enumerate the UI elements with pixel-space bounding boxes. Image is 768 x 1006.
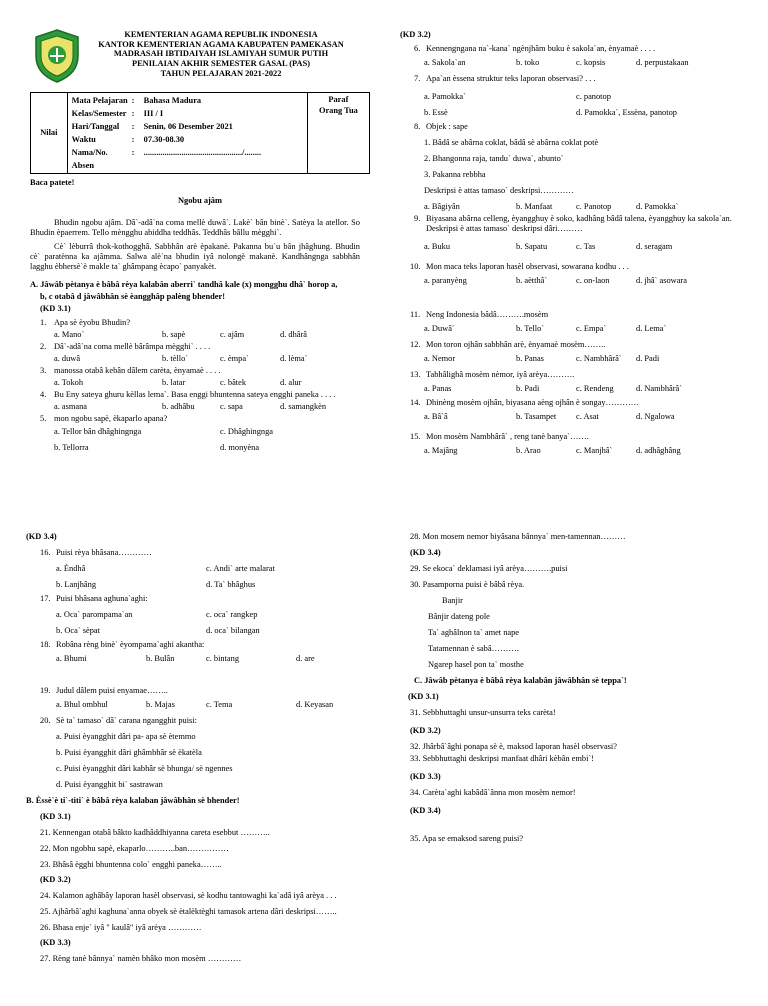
answer-option: d. lèma` (280, 354, 308, 363)
answer-option: a. Bâ`â (424, 412, 448, 421)
question-text: Dâ`-adâ`na coma mellè bârâmpa mègghi` . . . . (54, 342, 211, 351)
answer-option: a. Pamokka` (424, 92, 466, 101)
answer-option: d. Nambhârâ` (636, 384, 683, 393)
kd-label: (KD 3.2) (410, 726, 441, 735)
answer-option: c. Tas (576, 242, 596, 251)
answer-option: a. Bhul ombhul (56, 700, 108, 709)
poem-line-1: Bânjir dateng pole (428, 612, 490, 621)
answer-option: d. Ta` bhâghus (206, 580, 256, 589)
essay-22: 22. Mon ngobhu sapè, ekaparlo………..ban…………… (40, 844, 229, 853)
answer-option: d. Lema` (636, 324, 667, 333)
question-number: 2. (40, 342, 47, 351)
answer-option: c. sapa (220, 402, 243, 411)
answer-option: d. alur (280, 378, 302, 387)
letterhead (86, 30, 356, 78)
letterhead-line3: MADRASAH IBTIDAIYAH ISLAMIYAH SUMUR PUTIH (113, 49, 329, 59)
question-text: Apa`an èssena struktur teks laporan observasi? . . . (426, 74, 596, 83)
paraf-label: Paraf (328, 95, 349, 104)
question-number: 9. (414, 214, 421, 223)
question-number: 14. (410, 398, 421, 407)
question-number: 20. (40, 716, 51, 725)
question-text: Biyasana abârna celleng, èyangghuy è soko, kadhâng bâdâ talena, èyangghuy ka sakola`an. Deskripsi è attas tamaso` deskripsi dâri……… (426, 214, 732, 234)
question-number: 4. (40, 390, 47, 399)
answer-option: a. Tokoh (54, 378, 84, 387)
page-top-left (26, 26, 370, 456)
answer-option: b. Padi (516, 384, 540, 393)
essay-24: 24. Kalamon aghâbây laporan hasèl observasi, sè kodhu tantowaghi ka`adâ iyâ arèya . . . (40, 891, 337, 900)
answer-option: c. Rendeng (576, 384, 614, 393)
answer-option: c. Empa` (576, 324, 607, 333)
short-answer-33: 33. Sebbhuttaghi deskripsi manfaat dhâri kèbân embi`! (410, 754, 594, 763)
question-number: 1. (40, 318, 47, 327)
answer-option: a. Oca` parompama`an (56, 610, 133, 619)
answer-option: d. adhâghâng (636, 446, 681, 455)
label-subject: Mata Pelajaran (71, 96, 128, 105)
colon: : (131, 135, 135, 144)
answer-option: a. Èndhâ (56, 564, 86, 573)
kd-label: (KD 3.4) (410, 806, 441, 815)
answer-option: d. samangkèn (280, 402, 327, 411)
question-number: 11. (410, 310, 421, 319)
question-number: 8. (414, 122, 421, 131)
question-number: 18. (40, 640, 51, 649)
nilai-cell: Nilai (31, 93, 68, 174)
answer-option: a. Panas (424, 384, 452, 393)
answer-option: b. Tellorra (54, 443, 89, 452)
answer-option: b. adhâbu (162, 402, 195, 411)
answer-option: a. Majâng (424, 446, 458, 455)
answer-option: c. Andi` arte malarat (206, 564, 275, 573)
section-c-title: C. Jâwâb pètanya è bâbâ rèya kalabân jâwâbhân sè teppa`! (414, 676, 627, 685)
question-text: Tabhâlighâ mosèm nèmor, iyâ arèya………. (426, 370, 575, 379)
question-text: Sè ta` tamaso` dâ` carana ngangghit puisi: (56, 716, 197, 725)
value-date: Senin, 06 Desember 2021 (143, 122, 233, 131)
letterhead-line5: TAHUN PELAJARAN 2021-2022 (160, 68, 282, 78)
read-instruction: Baca patete! (30, 178, 75, 187)
question-text: Puisi bhâsana aghuna`aghi: (56, 594, 148, 603)
short-answer-35: 35. Apa se emaksod sareng puisi? (410, 834, 524, 843)
question-text: Neng Indonesia bâdâ……….mosèm (426, 310, 549, 319)
page-bottom-right (400, 530, 740, 860)
answer-option: b. Manfaat (516, 202, 553, 211)
kd-label: (KD 3.4) (26, 532, 57, 541)
answer-option: c. Asat (576, 412, 599, 421)
question-number: 7. (414, 74, 421, 83)
question-text: Judul dâlem puisi enyamae…….. (56, 686, 168, 695)
question-number: 10. (410, 262, 421, 271)
answer-option: a. Nemor (424, 354, 456, 363)
short-answer-31: 31. Sebbhuttaghi unsur-unsurra teks carèta! (410, 708, 556, 717)
answer-option: b. Lanjhâng (56, 580, 97, 589)
essay-26: 26. Bhasa enje` iyâ " kaulâ" iyâ arèya ………… (40, 923, 202, 932)
answer-option: 1. Bâdâ se abârna coklat, bâdâ sè abârna coklat potè (424, 138, 599, 147)
answer-option: c. on-laon (576, 276, 610, 285)
answer-option: b. Bulân (146, 654, 175, 663)
question-text: mon ngobu sapè, èkaparlo apana? (54, 414, 168, 423)
answer-option: b. Sapatu (516, 242, 548, 251)
answer-option: c. ajâm (220, 330, 245, 339)
page-bottom-left (26, 530, 386, 970)
section-b-title: B. Èssè`è ti`-titi` è bâbâ rèya kalaban jâwâbhân sè bhender! (26, 796, 240, 805)
student-id-table (30, 92, 370, 174)
question-text: Dhinèng mosèm ojhân, biyasana aèng ojhân è songay………… (426, 398, 640, 407)
answer-option: b. Puisi èyangghit dâri ghâmbhâr sè èkatèla (56, 748, 202, 757)
orang-tua-label: Orang Tua (318, 106, 358, 115)
answer-option: a. Sakola`an (424, 58, 466, 67)
story-paragraph-1: Bhudin ngobu ajâm. Dâ`-adâ`na coma mellè duwâ`. Lakè` bân binè`. Satèya la atellor. So Bhudin èpaerrem. Tello mèngghu abiddha teddhâs. Teddhâs bâllu mègghi`. (30, 218, 360, 238)
question-text: Mon maca teks laporan hasèl observasi, sowarana kodhu . . . (426, 262, 629, 271)
answer-option: d. dhârâ (280, 330, 307, 339)
answer-option: a. Bâgiyân (424, 202, 460, 211)
answer-option: d. Keyasan (296, 700, 334, 709)
answer-option: d. Padi (636, 354, 660, 363)
essay-29: 29. Se ekoca` deklamasi iyâ arèya……….puisi (410, 564, 568, 573)
answer-option: c. Tema (206, 700, 233, 709)
kd-label: (KD 3.3) (410, 772, 441, 781)
answer-option: c. panotop (576, 92, 611, 101)
answer-option: c. Manjhâ` (576, 446, 613, 455)
colon: : (131, 148, 135, 157)
answer-option: d. are (296, 654, 315, 663)
question-number: 6. (414, 44, 421, 53)
answer-option: c. Puisi èyangghit dâri kabhâr sè bhunga/ sè ngennes (56, 764, 233, 773)
value-subject: Bahasa Madura (143, 96, 202, 105)
essay-23: 23. Bhâsâ ègghi bhuntenna colo` engghi paneka…….. (40, 860, 222, 869)
answer-option: b. tèllo` (162, 354, 189, 363)
answer-option: 2. Bhangonna raja, tandu` duwa`, abunto` (424, 154, 564, 163)
short-answer-34: 34. Carèta`aghi kabâdâ`ânna mon mosèm nemor! (410, 788, 576, 797)
answer-option: c. bintang (206, 654, 240, 663)
question-number: 5. (40, 414, 47, 423)
answer-option: b. Oca` sèpat (56, 626, 100, 635)
page-top-right (400, 26, 740, 466)
answer-option: b. Tasampet (516, 412, 557, 421)
answer-option: a. Bhumi (56, 654, 87, 663)
question-number: 13. (410, 370, 421, 379)
poem-title: Banjir (442, 596, 463, 605)
question-text: Puisi rèya bhâsana………… (56, 548, 152, 557)
kd-label: (KD 3.1) (40, 812, 71, 821)
label-date: Hari/Tanggal (71, 122, 120, 131)
story-title: Ngobu ajâm (178, 196, 222, 205)
answer-option: b. latar (162, 378, 186, 387)
answer-option: a. Tellor bân dhâghingnga (54, 427, 142, 436)
story-paragraph-2: Cè` lèburrâ thok-kothogghâ. Sabbhân arè èpakanè. Pakanna bu`u bân jhâghung. Bhudin cè` paratènna ka ajâmma. Salwa alè`na bhudin iyâ nolongè makanè. Kandhângnga sabbhân lagghu èbhersè`è makle ta` ghâmpang ècapo` panyakèt. (30, 242, 360, 272)
answer-option: c. èmpa` (220, 354, 249, 363)
essay-30: 30. Pasamporna puisi è bâbâ rèya. (410, 580, 525, 589)
question-number: 15. (410, 432, 421, 441)
kd-label: (KD 3.4) (410, 548, 441, 557)
answer-option: c. bâtek (220, 378, 247, 387)
kd-label: (KD 3.1) (408, 692, 439, 701)
answer-option: a. Puisi èyangghit dâri pa- apa sè ètemmo (56, 732, 196, 741)
answer-option: d. perpustakaan (636, 58, 689, 67)
answer-option: Deskripsi è attas tamaso` deskripsi………… (424, 186, 574, 195)
answer-option: d. Pamokka` (636, 202, 679, 211)
essay-28: 28. Mon mosem nemor biyâsana bânnya` men-tamennan……… (410, 532, 626, 541)
question-text: Robâna rèng binè` èyompama`aghi akantha: (56, 640, 205, 649)
answer-option: c. Panotop (576, 202, 612, 211)
colon: : (131, 96, 135, 105)
kd-label: (KD 3.3) (40, 938, 71, 947)
colon: : (131, 109, 135, 118)
answer-option: d. seragam (636, 242, 673, 251)
poem-line-4: Ngarep hasel pon ta` mosthe (428, 660, 524, 669)
label-time: Waktu (71, 135, 96, 144)
answer-option: c. Dhâghingnga (220, 427, 274, 436)
answer-option: a. Mano` (54, 330, 85, 339)
short-answer-32: 32. Jhârbâ`âghi ponapa sè è, maksod laporan hasèl observasi? (410, 742, 617, 751)
paraf-cell (307, 93, 369, 174)
section-a-title-1: A. Jâwâb pètanya è bâbâ rèya kalabân aberri` tandhâ kale (x) mongghu dhâ` horop a, (30, 280, 338, 289)
question-text: Kennengngana na`-kana` ngènjhâm buku è sakola`an, ènyamaè . . . . (426, 44, 656, 53)
question-text: Apa sè èyobu Bhudin? (54, 318, 131, 327)
answer-option: c. Nambhârâ` (576, 354, 622, 363)
kd-label: (KD 3.2) (40, 875, 71, 884)
letterhead-line4: PENILAIAN AKHIR SEMESTER GASAL (PAS) (131, 58, 311, 68)
answer-option: 3. Pakanna rebbha (424, 170, 486, 179)
essay-27: 27. Rèng tanè bânnya` namèn bhâko mon mosèm ………… (40, 954, 242, 963)
section-a-title-2: b, c otabâ d jâwâbhân sè èangghâp palèng bhender! (40, 292, 225, 301)
answer-option: a. Duwâ` (424, 324, 455, 333)
essay-21: 21. Kennengan otabâ bâkto kadhâddhiyanna careta esebbut ……….. (40, 828, 270, 837)
answer-option: d. oca` bilangan (206, 626, 260, 635)
colon: : (131, 122, 135, 131)
madrasah-logo-icon (32, 28, 82, 84)
kd-label: (KD 3.1) (40, 304, 71, 313)
answer-option: d. Ngalowa (636, 412, 675, 421)
letterhead-line2: KANTOR KEMENTERIAN AGAMA KABUPATEN PAMEKASAN (98, 39, 344, 49)
letterhead-line1: KEMENTERIAN AGAMA REPUBLIK INDONESIA (124, 30, 318, 39)
answer-option: d. jhâ` asowara (636, 276, 687, 285)
answer-option: b. sapè (162, 330, 186, 339)
question-number: 19. (40, 686, 51, 695)
answer-option: b. Tello` (516, 324, 545, 333)
answer-option: a. Buku (424, 242, 451, 251)
question-number: 16. (40, 548, 51, 557)
question-text: Bu Eny sateya ghuru kèllas lema`. Basa enggi bhuntenna sateya engghi paneka . . . . (54, 390, 336, 399)
answer-option: b. Essè (424, 108, 448, 117)
answer-option: b. aètthâ` (516, 276, 548, 285)
answer-option: b. Panas (516, 354, 544, 363)
answer-option: a. paranyèng (424, 276, 467, 285)
answer-option: c. kopsis (576, 58, 606, 67)
question-text: Mon mosèm Nambhârâ` , reng tanè banya`……. (426, 432, 589, 441)
question-text: Objek : sape (426, 122, 468, 131)
question-number: 17. (40, 594, 51, 603)
essay-25: 25. Ajhârbâ`aghi kaghuna`anna obyek sè ètalèktèghi tamasok artena dâri deskripsi…….. (40, 907, 337, 916)
name-field[interactable]: .............................................../........ (143, 148, 262, 157)
answer-option: a. duwâ (54, 354, 81, 363)
answer-option: d. monyèna (220, 443, 260, 452)
poem-line-3: Tatamennan è sabâ………. (428, 644, 519, 653)
answer-option: d. Puisi èyangghit bi` sastrawan (56, 780, 163, 789)
answer-option: b. Arao (516, 446, 541, 455)
question-number: 3. (40, 366, 47, 375)
question-number: 12. (410, 340, 421, 349)
answer-option: d. Pamokka`, Essèna, panotop (576, 108, 677, 117)
answer-option: c. oca` rangkep (206, 610, 258, 619)
label-name: Nama/No. Absen (71, 148, 108, 170)
answer-option: a. asmana (54, 402, 88, 411)
identity-cell (67, 93, 307, 174)
value-time: 07.30-08.30 (143, 135, 185, 144)
question-text: manossa otabâ kebân dâlem carèta, ènyamaè . . . . (54, 366, 221, 375)
label-class: Kelas/Semester (71, 109, 127, 118)
poem-line-2: Ta` aghâlnon ta` amet nape (428, 628, 520, 637)
question-text: Mon toron ojhân sabbhân arè, ènyamaè mosèm…….. (426, 340, 606, 349)
value-class: III / I (143, 109, 164, 118)
answer-option: b. Majas (146, 700, 175, 709)
answer-option: b. toko (516, 58, 540, 67)
kd-label: (KD 3.2) (400, 30, 431, 39)
